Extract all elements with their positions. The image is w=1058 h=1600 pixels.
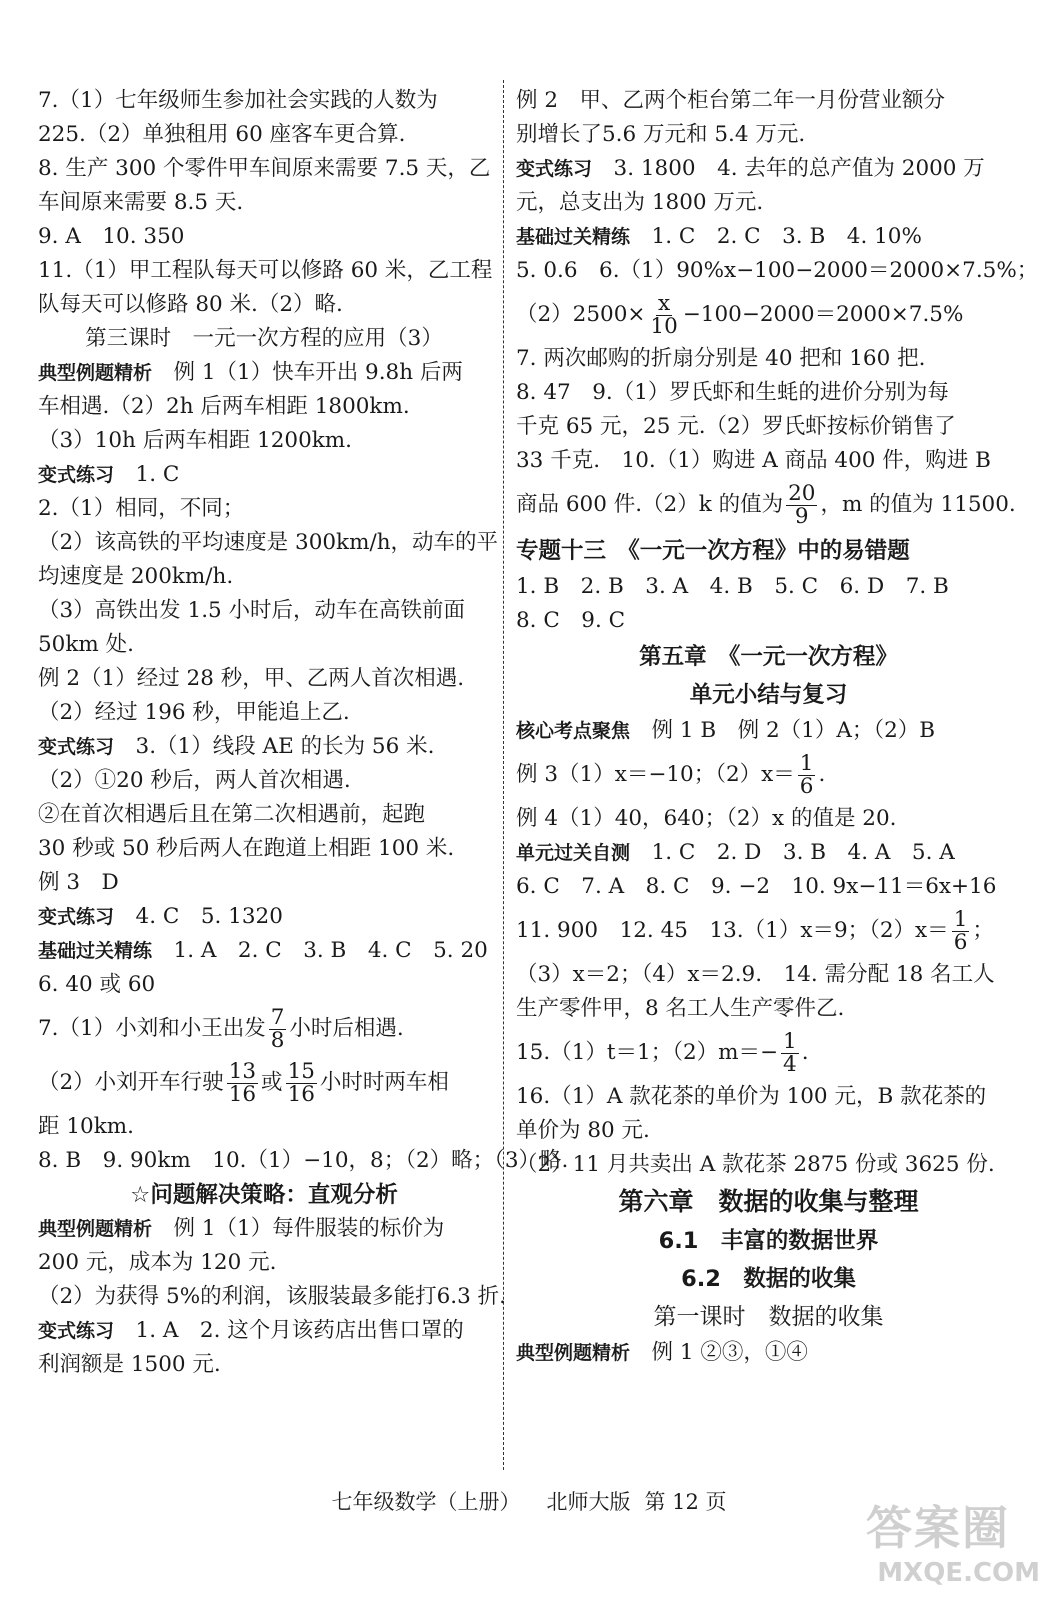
section-label: 变式练习 <box>38 906 115 928</box>
footer-edition: 北师大版 <box>546 1490 631 1514</box>
answer-line: （2）为获得 5%的利润，该服装最多能打6.3 折. <box>38 1284 506 1309</box>
answer-text: 4. C 5. 1320 <box>114 904 283 929</box>
answer-line: ②在首次相遇后且在第二次相遇前，起跑 <box>38 802 426 827</box>
right-column <box>516 84 1039 1370</box>
footer-grade: 七年级数学（上册） <box>331 1490 521 1514</box>
left-column <box>38 84 569 1382</box>
answer-line: 11.（1）甲工程队每天可以修路 60 米，乙工程 <box>38 258 493 283</box>
answer-text: 3.（1）线段 AE 的长为 56 米. <box>114 734 435 759</box>
answer-text: 1. A 2. 这个月该药店出售口罩的 <box>114 1318 464 1343</box>
chapter-heading: 第六章 数据的收集与整理 <box>618 1187 919 1216</box>
answer-line <box>38 934 490 968</box>
answer-text: 7.（1）小刘和小王出发 <box>38 1016 266 1041</box>
answer-text: 1. C 2. C 3. B 4. 10% <box>630 224 922 249</box>
answer-text: ，m 的值为 11500. <box>820 492 1016 517</box>
answer-line: 7.（1）七年级师生参加社会实践的人数为 <box>38 88 438 113</box>
answer-text: . <box>801 1040 809 1065</box>
section-label: 典型例题精析 <box>38 1218 153 1240</box>
answer-text: ； <box>972 918 994 943</box>
answer-text: 15.（1）t＝1；（2）m＝− <box>516 1040 779 1065</box>
page-number: 第 12 页 <box>644 1490 727 1514</box>
denominator: 16 <box>287 1081 315 1107</box>
section-label: 变式练习 <box>38 736 115 758</box>
answer-text: 或 <box>261 1070 283 1095</box>
lesson-heading: 第一课时 数据的收集 <box>653 1304 884 1330</box>
answer-line <box>38 1314 490 1348</box>
strategy-heading: ☆问题解决策略：直观分析 <box>130 1182 398 1208</box>
answer-line <box>516 288 1021 342</box>
answer-line: 8. 生产 300 个零件甲车间原来需要 7.5 天，乙 <box>38 156 491 181</box>
answer-line: 33 千克. 10.（1）购进 A 商品 400 件，购进 B <box>516 448 991 473</box>
answer-line: （2）该高铁的平均速度是 300km/h，动车的平 <box>38 530 499 555</box>
denominator: 6 <box>953 929 968 955</box>
answer-line: （2）经过 196 秒，甲能追上乙. <box>38 700 350 725</box>
denominator: 16 <box>228 1081 257 1107</box>
section-label: 基础过关精练 <box>516 226 631 248</box>
answer-text: 11. 900 12. 45 13.（1）x＝9；（2）x＝ <box>516 918 949 943</box>
site-watermark <box>850 1492 1040 1592</box>
denominator: 4 <box>783 1051 797 1077</box>
answer-line: 生产零件甲，8 名工人生产零件乙. <box>516 996 845 1021</box>
review-heading: 单元小结与复习 <box>689 682 848 708</box>
section-label: 变式练习 <box>38 1320 115 1342</box>
answer-line <box>38 458 490 492</box>
chapter-heading: 第五章 《一元一次方程》 <box>639 644 898 670</box>
topic-heading: 专题十三 《一元一次方程》中的易错题 <box>516 538 910 564</box>
answer-line: 6. 40 或 60 <box>38 972 156 997</box>
answer-line: 7. 两次邮购的折扇分别是 40 把和 160 把. <box>516 346 926 371</box>
answer-line <box>38 1056 490 1110</box>
answer-line <box>516 714 1021 748</box>
answer-text: （2）2500× <box>516 302 646 327</box>
watermark-url: MXQE.COM <box>877 1558 1040 1588</box>
answer-text: −100−2000＝2000×7.5% <box>682 302 964 327</box>
answer-text: 例 1（1）快车开出 9.8h 后两 <box>152 360 463 385</box>
answer-line: 8. C 9. C <box>516 608 626 633</box>
fraction <box>781 1028 799 1077</box>
answer-text: 小时后相遇. <box>289 1016 404 1041</box>
fraction <box>648 290 679 339</box>
answer-line: 50km 处. <box>38 632 134 657</box>
answer-line: 车相遇.（2）2h 后两车相距 1800km. <box>38 394 410 419</box>
column-divider <box>503 80 504 1470</box>
section-label: 单元过关自测 <box>516 842 631 864</box>
numerator: 7 <box>270 1004 285 1030</box>
fraction <box>786 480 817 529</box>
answer-line: 16.（1）A 款花茶的单价为 100 元，B 款花茶的 <box>516 1084 987 1109</box>
answer-line <box>38 356 490 390</box>
answer-line <box>516 836 1021 870</box>
answer-text: 1. C <box>114 462 180 487</box>
answer-text: 例 1 B 例 2（1）A；（2）B <box>630 718 936 743</box>
fraction <box>798 750 816 799</box>
answer-line: 5. 0.6 6.（1）90%x−100−2000＝2000×7.5%； <box>516 258 1039 283</box>
fraction <box>286 1058 317 1107</box>
answer-line: 8. B 9. 90km 10.（1）−10，8；（2）略；（3）略. <box>38 1148 569 1173</box>
answer-text: 小时时两车相 <box>319 1070 449 1095</box>
answer-text: 例 1 ②③，①④ <box>630 1340 808 1365</box>
numerator: x <box>658 290 671 316</box>
answer-line <box>516 478 1021 532</box>
answer-text: 3. 1800 4. 去年的总产值为 2000 万 <box>592 156 985 181</box>
numerator: 13 <box>228 1058 257 1084</box>
answer-line: 9. A 10. 350 <box>38 224 185 249</box>
fraction <box>227 1058 258 1107</box>
numerator: 1 <box>799 750 814 776</box>
denominator: 9 <box>794 503 809 529</box>
denominator: 6 <box>799 773 814 799</box>
answer-line: 225.（2）单独租用 60 座客车更合算. <box>38 122 406 147</box>
answer-text: 商品 600 件.（2）k 的值为 <box>516 492 784 517</box>
answer-line: 元，总支出为 1800 万元. <box>516 190 764 215</box>
answer-line: 别增长了5.6 万元和 5.4 万元. <box>516 122 806 147</box>
answer-line <box>38 1212 490 1246</box>
answer-line <box>38 1002 490 1056</box>
answer-text: 例 3（1）x＝−10；（2）x＝ <box>516 762 795 787</box>
section-label: 典型例题精析 <box>38 362 153 384</box>
answer-line: 200 元，成本为 120 元. <box>38 1250 277 1275</box>
answer-line: 利润额是 1500 元. <box>38 1352 221 1377</box>
section-label: 基础过关精练 <box>38 940 153 962</box>
numerator: 15 <box>287 1058 315 1084</box>
section-label: 典型例题精析 <box>516 1342 631 1364</box>
answer-line: （3）高铁出发 1.5 小时后，动车在高铁前面 <box>38 598 466 623</box>
answer-line <box>38 730 490 764</box>
answer-text: . <box>818 762 826 787</box>
answer-text: 1. A 2. C 3. B 4. C 5. 20 <box>152 938 488 963</box>
answer-text: （2）小刘开车行驶 <box>38 1070 224 1095</box>
answer-line: （3）10h 后两车相距 1200km. <box>38 428 353 453</box>
answer-line: 1. B 2. B 3. A 4. B 5. C 6. D 7. B <box>516 574 949 599</box>
answer-line <box>516 748 1021 802</box>
answer-line <box>516 220 1021 254</box>
answer-line: 6. C 7. A 8. C 9. −2 10. 9x−11＝6x+16 <box>516 874 997 899</box>
section-label: 核心考点聚焦 <box>516 720 631 742</box>
numerator: 1 <box>953 906 968 932</box>
answer-line: 距 10km. <box>38 1114 134 1139</box>
answer-line: （2）①20 秒后，两人首次相遇. <box>38 768 351 793</box>
answer-line: 单价为 80 元. <box>516 1118 650 1143</box>
watermark-logo-text: 答案圈 <box>866 1501 1010 1555</box>
answer-line: 例 3 D <box>38 870 119 895</box>
answer-line <box>516 152 1021 186</box>
section-label: 变式练习 <box>516 158 593 180</box>
answer-line: 2.（1）相同，不同； <box>38 496 245 521</box>
answer-line: 千克 65 元，25 元.（2）罗氏虾按标价销售了 <box>516 414 956 439</box>
answer-line: 均速度是 200km/h. <box>38 564 234 589</box>
answer-text: 1. C 2. D 3. B 4. A 5. A <box>630 840 955 865</box>
denominator: 10 <box>650 313 678 339</box>
section-label: 变式练习 <box>38 464 115 486</box>
fraction <box>269 1004 287 1053</box>
numerator: 20 <box>788 480 816 506</box>
section-heading: 6.1 丰富的数据世界 <box>658 1228 879 1254</box>
fraction <box>952 906 970 955</box>
answer-line: 30 秒或 50 秒后两人在跑道上相距 100 米. <box>38 836 455 861</box>
answer-line <box>516 1026 1021 1080</box>
denominator: 8 <box>270 1027 285 1053</box>
numerator: 1 <box>783 1028 797 1054</box>
answer-line: 队每天可以修路 80 米.（2）略. <box>38 292 343 317</box>
answer-line: （2）11 月共卖出 A 款花茶 2875 份或 3625 份. <box>516 1152 995 1177</box>
answer-line: 例 2（1）经过 28 秒，甲、乙两人首次相遇. <box>38 666 465 691</box>
answer-line <box>516 1336 1021 1370</box>
answer-line: 车间原来需要 8.5 天. <box>38 190 244 215</box>
answer-line: 例 2 甲、乙两个柜台第二年一月份营业额分 <box>516 88 946 113</box>
answer-line <box>38 900 490 934</box>
answer-line <box>516 904 1021 958</box>
lesson-heading: 第三课时 一元一次方程的应用（3） <box>85 326 443 351</box>
answer-line: （3）x＝2；（4）x＝2.9. 14. 需分配 18 名工人 <box>516 962 995 987</box>
answer-line: 8. 47 9.（1）罗氏虾和生蚝的进价分别为每 <box>516 380 949 405</box>
answer-text: 例 1（1）每件服装的标价为 <box>152 1216 445 1241</box>
answer-line: 例 4（1）40，640；（2）x 的值是 20. <box>516 806 897 831</box>
section-heading: 6.2 数据的收集 <box>681 1266 856 1292</box>
